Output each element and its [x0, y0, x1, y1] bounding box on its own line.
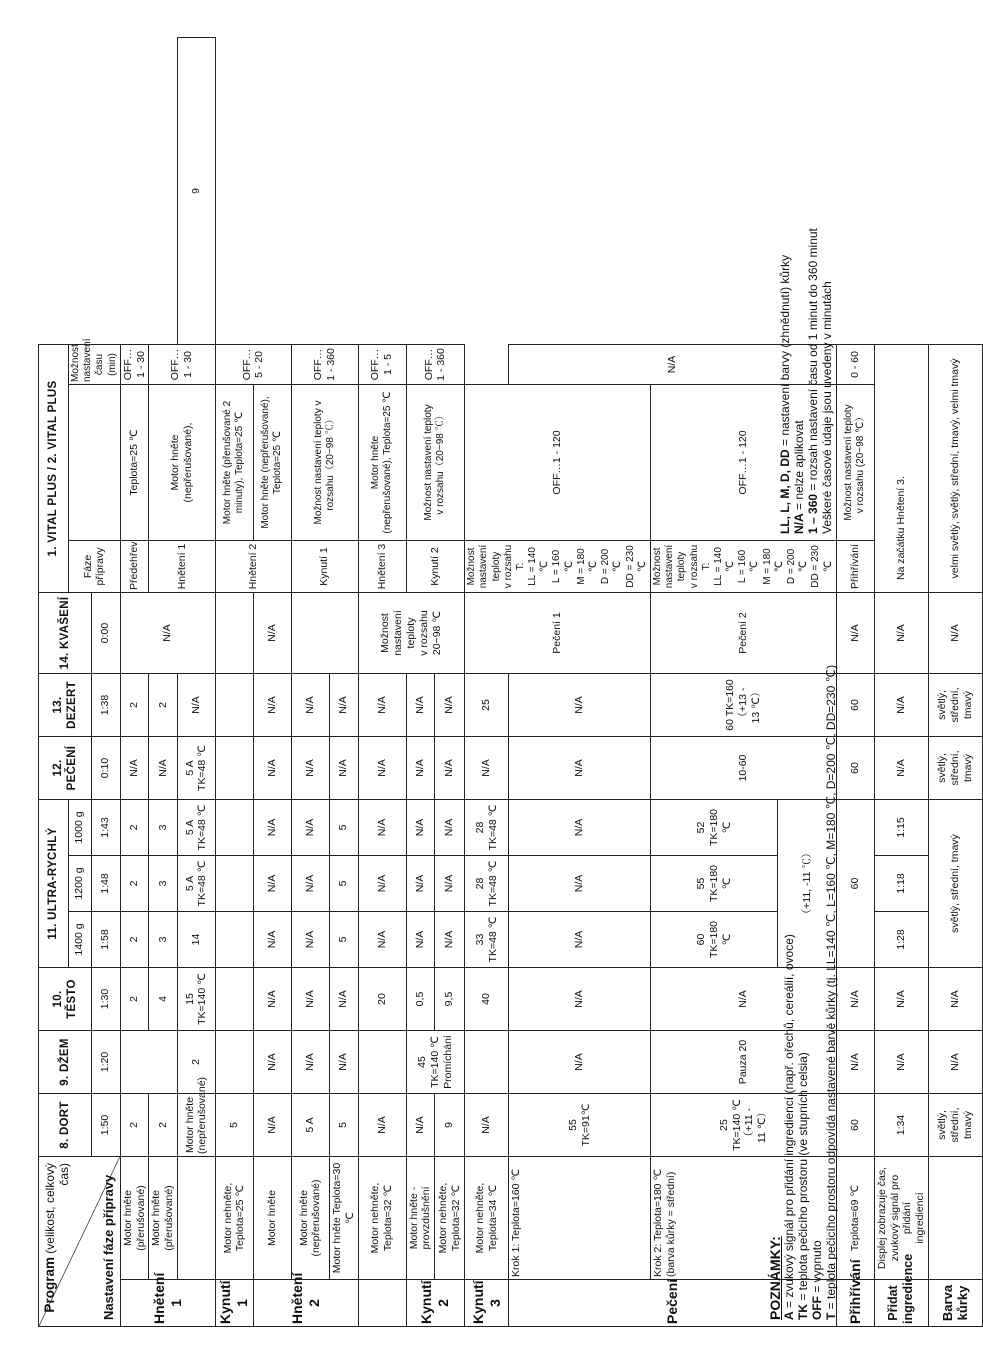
- ph-8: 60: [836, 1094, 874, 1157]
- total-time-11-1400: 1:58: [91, 912, 120, 968]
- k1-12: [215, 737, 253, 800]
- legend-key: LL, L, M, D, DD: [778, 449, 792, 534]
- p2-11a: 60 TK=180 ℃: [650, 912, 777, 968]
- k2b-11a: N/A: [435, 912, 465, 968]
- h2b-11b: N/A: [291, 856, 329, 912]
- time-adjust-header: Možnost nastavení času (min): [69, 344, 121, 384]
- h2b-13: N/A: [291, 674, 329, 737]
- k2a-12: N/A: [406, 737, 435, 800]
- p1-12: N/A: [509, 737, 651, 800]
- k1-14: [215, 593, 253, 674]
- note-line: [782, 665, 796, 1320]
- h1a-11c: 2: [120, 800, 149, 856]
- h1c-10: 14: [177, 912, 215, 968]
- h2a-14: N/A: [253, 593, 291, 674]
- desc-peceni-step1: Krok 1: Teplota=160 ℃: [509, 1157, 651, 1280]
- desc-hneteni1-intermittent-2: Motor hněte (přerušované): [149, 1157, 178, 1280]
- k1-11c: [215, 800, 253, 856]
- desc-kynuti1c: Motor nehněte, Teplota=32 ℃: [358, 1157, 406, 1280]
- total-time-11-1200: 1:48: [91, 856, 120, 912]
- program-10-header: 10. TĚSTO: [39, 968, 92, 1031]
- h2a-9: N/A: [253, 1031, 291, 1094]
- adj-hneteni3: OFF…1 - 5: [358, 344, 406, 384]
- phase-hneteni-1: Hnětení 1: [120, 1280, 215, 1327]
- k1b-13: N/A: [329, 674, 358, 737]
- total-time-13: 1:38: [91, 674, 120, 737]
- pi-11b: 1:18: [874, 856, 928, 912]
- kv-14: Možnost nastavení teploty v rozsahu 20~98 ℃: [358, 593, 465, 674]
- legend-line: [820, 228, 834, 534]
- k1b-10: N/A: [329, 968, 358, 1031]
- desc-hneteni2-a: Motor hněte: [253, 1157, 291, 1280]
- legend-text: Veškeré časové údaje jsou uvedeny v minutách: [820, 281, 834, 534]
- total-time-12: 0:10: [91, 737, 120, 800]
- bk-10: N/A: [928, 968, 982, 1031]
- vp-phase-predehrev: Předehřev: [120, 541, 149, 593]
- program-table: [38, 37, 983, 1327]
- vp-barva: velmi světlý, světlý, střední, tmavý, velmi tmavý: [928, 344, 982, 592]
- phase-peceni: Pečení: [509, 1280, 837, 1327]
- k2a-11a: N/A: [406, 912, 435, 968]
- k3-11c: 28 TK=48 ℃: [465, 800, 509, 856]
- k1b-8: 5: [329, 1094, 358, 1157]
- note-line: [824, 665, 838, 1320]
- k1b-9: N/A: [329, 1031, 358, 1094]
- desc-pridat: Displej zobrazuje čas, zvukový signál pro přidání ingrediencí: [874, 1157, 928, 1280]
- corner-phase-label: Nastavení fáze přípravy: [100, 1174, 116, 1320]
- legend-line: [778, 228, 792, 534]
- k1c-11b: N/A: [358, 856, 406, 912]
- bk-14: N/A: [928, 593, 982, 674]
- phase-hneteni-2: Hnětení 2: [253, 1280, 358, 1327]
- k1b-12: N/A: [329, 737, 358, 800]
- k2b-11c: N/A: [435, 800, 465, 856]
- p1-11c: N/A: [509, 800, 651, 856]
- vp-desc-prihrivani: Možnost nastavení teploty v rozsahu (20~98 ℃）: [836, 385, 874, 541]
- k3-10: 40: [465, 968, 509, 1031]
- weight-1400: 1400 g: [69, 912, 92, 968]
- h1a-8: 2: [120, 1094, 149, 1157]
- h1b-11c: 3: [149, 800, 178, 856]
- program-12-header: 12. PEČENÍ: [39, 737, 92, 800]
- adj-prihrivani: 0 - 60: [836, 344, 874, 384]
- note-text: = teplota pečicího prostoru odpovídá nastavené barvě kůrky (tj. LL=140 ℃, L=160 ℃, M=180 ℃, D=200 ℃, DD=230 ℃): [824, 664, 838, 1313]
- k1c-8: N/A: [358, 1094, 406, 1157]
- vp-phase-kynuti2: Kynutí 2: [406, 541, 465, 593]
- k1-13: [215, 674, 253, 737]
- phase-kynuti-3: Kynutí 3: [465, 1280, 509, 1327]
- phase-prihrivani: Přihřívání: [836, 1280, 874, 1327]
- phase-barva: Barva kůrky: [928, 1280, 982, 1327]
- h2a-11b: N/A: [253, 856, 291, 912]
- h2b-11a: N/A: [291, 912, 329, 968]
- k2a-10: 0,5: [406, 968, 435, 1031]
- vital-phase-header: Fáze přípravy: [69, 541, 121, 593]
- desc-hneteni1-intermittent: Motor hněte (přerušované): [120, 1157, 149, 1280]
- note-key: TK: [796, 1304, 810, 1320]
- p1-8: 55 TK=91℃: [509, 1094, 651, 1157]
- vp-desc-peceni1: Možnost nastavení teploty v rozsahu T: LL = 140 ℃ L = 160 ℃ M = 180 ℃ D = 200 ℃ DD = 230 ℃: [465, 541, 651, 593]
- k2a-8: N/A: [406, 1094, 435, 1157]
- p2-13: 60 TK=160 （+13 - 13 ℃）: [650, 674, 836, 737]
- legend-key: 1 – 360: [806, 493, 820, 534]
- vp-desc-hneteni2-a: Motor hněte (přerušované 2 minuty), Teplota=25 ℃: [215, 385, 253, 541]
- vp-desc-kynuti2: Možnost nastavení teploty v rozsahu（20~98 ℃）: [406, 385, 465, 541]
- p2-10: N/A: [650, 968, 836, 1031]
- adj-hneteni2: OFF…5 - 20: [215, 344, 291, 384]
- pi-11a: 1:28: [874, 912, 928, 968]
- note-text: = teplota pečicího prostoru (ve stupních celsia): [796, 1052, 810, 1304]
- k1-9: [215, 1031, 253, 1094]
- adj-peceni1: OFF…1 - 120: [465, 385, 651, 541]
- legend-block: [778, 228, 834, 534]
- p2-8: 25 TK=140 ℃ （+11 - 11 ℃）: [650, 1094, 836, 1157]
- note-text: = zvukový signál pro přidání ingrediencí (např. ořechů, cereálií, ovoce): [782, 934, 796, 1312]
- h2b-8: 5 A: [291, 1094, 329, 1157]
- p2-11c: 52 TK=180 ℃: [650, 800, 777, 856]
- legend-text: = nelze aplikovat: [792, 420, 806, 514]
- program-13-header: 13. DEZERT: [39, 674, 92, 737]
- vp-phase-peceni1: Pečení 1: [465, 593, 651, 674]
- ph-11: 60: [836, 800, 874, 968]
- phase-kynuti-2: Kynutí 2: [406, 1280, 465, 1327]
- desc-kynuti2-a: Motor hněte - provzdušnění: [406, 1157, 435, 1280]
- vp-desc-kynuti1: Možnost nastavení teploty v rozsahu（20~98 ℃）: [291, 385, 358, 541]
- vp-desc-hneteni2-b: Motor hněte (nepřerušované), Teplota=25 ℃: [253, 385, 291, 541]
- k2a-13: N/A: [406, 674, 435, 737]
- h1c-11c: 5 A TK=48 ℃: [177, 737, 215, 800]
- h2a-10: N/A: [253, 968, 291, 1031]
- adj-predehrev: OFF…1 - 30: [120, 344, 149, 384]
- h1a-13: 2: [120, 674, 149, 737]
- legend-text: = nastavení barvy (zhnědnutí) kůrky: [778, 254, 792, 450]
- legend-line: [806, 228, 820, 534]
- desc-hneteni2-b: Motor hněte (nepřerušované): [291, 1157, 329, 1280]
- pi-14: N/A: [874, 593, 928, 674]
- h1a-12: N/A: [120, 737, 149, 800]
- h1a-11a: 2: [120, 912, 149, 968]
- k2b-12: N/A: [435, 737, 465, 800]
- total-time-8: 1:50: [91, 1094, 120, 1157]
- h1b-10: 4: [149, 968, 178, 1031]
- adj-kynuti1: OFF…1 - 360: [291, 344, 358, 384]
- h2a-11c: N/A: [253, 800, 291, 856]
- desc-peceni-step2: Krok 2: Teplota=180 ℃ (barva kůrky = střední): [650, 1157, 836, 1280]
- legend-text: = rozsah nastavení času od 1 minut do 360 minut: [806, 228, 820, 494]
- h2a-13: N/A: [253, 674, 291, 737]
- program-8-header: 8. DORT: [39, 1094, 92, 1157]
- total-time-14: 0:00: [91, 593, 120, 674]
- k1c-12: N/A: [358, 737, 406, 800]
- desc-kynuti1b: Motor hněte Teplota=30 ℃: [329, 1157, 358, 1280]
- k2a-11c: N/A: [406, 800, 435, 856]
- bk-9: N/A: [928, 1031, 982, 1094]
- k3-11a: 33 TK=48 ℃: [465, 912, 509, 968]
- p1-11b: N/A: [509, 856, 651, 912]
- h2a-11a: N/A: [253, 912, 291, 968]
- k1-10: [215, 968, 253, 1031]
- h2a-12: N/A: [253, 737, 291, 800]
- p2-11b: 55 TK=180 ℃: [650, 856, 777, 912]
- weight-1000: 1000 g: [69, 800, 92, 856]
- note-line: [810, 665, 824, 1320]
- k1c-11a: N/A: [358, 912, 406, 968]
- p1-9: N/A: [509, 1031, 651, 1094]
- vp-desc-hneteni3: Motor hněte (nepřerušované), Teplota=25 ℃: [358, 385, 406, 541]
- pi-11c: 1:15: [874, 800, 928, 856]
- notes-block: [768, 665, 838, 1320]
- k3-8: N/A: [465, 1094, 509, 1157]
- bk-13: světlý, střední, tmavý: [928, 674, 982, 737]
- k2b-13: N/A: [435, 674, 465, 737]
- p1-13: N/A: [509, 674, 651, 737]
- p1-11a: N/A: [509, 912, 651, 968]
- h1c-indent: [177, 1157, 215, 1280]
- p2-12: 10-60: [650, 737, 836, 800]
- h2b-9: N/A: [291, 1031, 329, 1094]
- h1b-11b: 3: [149, 856, 178, 912]
- desc-kynuti1: Motor nehněte, Teplota=25 ℃: [215, 1157, 253, 1280]
- total-time-9: 1:20: [91, 1031, 120, 1094]
- ph-14: N/A: [836, 593, 874, 674]
- p1-10: N/A: [509, 968, 651, 1031]
- h1c-9: 15 TK=140 ℃: [177, 968, 215, 1031]
- k1c-blank: [358, 1280, 406, 1327]
- h1a-9: [120, 1031, 177, 1094]
- program-14-header: 14. KVAŠENÍ: [39, 593, 92, 674]
- ph-13: 60: [836, 674, 874, 737]
- vp-phase-peceni2: Pečení 2: [650, 593, 836, 674]
- k1b-11c: 5: [329, 800, 358, 856]
- vp-pridat: Na začátku Hnětení 3.: [874, 344, 928, 592]
- vp-phase-hneteni2: Hnětení 2: [215, 541, 291, 593]
- h1b-13: 2: [149, 674, 178, 737]
- phase-kynuti-1: Kynutí 1: [215, 1280, 253, 1327]
- k3-12: N/A: [465, 737, 509, 800]
- h1a-10: 2: [120, 968, 149, 1031]
- k2-9: 45 TK=140 ℃ Promíchání: [406, 1031, 465, 1094]
- vp-desc-predehrev: Teplota=25 ℃: [120, 385, 149, 541]
- legend-key: N/A: [792, 513, 806, 534]
- note-key: A: [782, 1311, 796, 1320]
- adj-hneteni1: OFF…1 - 30: [149, 344, 216, 384]
- vp-phase-hneteni3: Hnětení 3: [358, 541, 406, 593]
- k1-8: 5: [215, 1094, 253, 1157]
- k2b-8: 9: [435, 1094, 465, 1157]
- k2b-10: 9,5: [435, 968, 465, 1031]
- corner-subtitle: (velikost, celkový čas): [43, 1163, 71, 1258]
- p2-9: Pauza 20: [650, 1031, 836, 1094]
- h1b-11a: 3: [149, 912, 178, 968]
- h1c-8: 2: [177, 1031, 215, 1094]
- adj-peceni2: OFF…1 - 120: [650, 385, 836, 541]
- pi-10: N/A: [874, 968, 928, 1031]
- vp-phase-kynuti1: Kynutí 1: [291, 541, 358, 593]
- k1b-11a: 5: [329, 912, 358, 968]
- h1c-13: 9: [177, 38, 215, 345]
- h1c-12: N/A: [177, 674, 215, 737]
- h1b-12: N/A: [149, 737, 178, 800]
- h1-14: N/A: [120, 593, 215, 674]
- program-vital-header: 1. VITAL PLUS / 2. VITAL PLUS: [39, 344, 69, 592]
- vital-description-header: [69, 385, 121, 541]
- desc-hneteni1-continuous: Motor hněte (nepřerušované): [177, 1094, 215, 1157]
- k1-11a: [215, 912, 253, 968]
- corner-title: Program: [42, 1257, 57, 1313]
- note-key: OFF: [810, 1296, 824, 1320]
- k1c-13: N/A: [358, 674, 406, 737]
- k2a-11b: N/A: [406, 856, 435, 912]
- corner-header-cell: [39, 1157, 121, 1327]
- bk-8: světlý, střední, tmavý: [928, 1094, 982, 1157]
- k1c-11c: N/A: [358, 800, 406, 856]
- note-key: T: [824, 1312, 838, 1320]
- desc-kynuti2-b: Motor nehněte, Teplota=32 ℃: [435, 1157, 465, 1280]
- total-time-11-1000: 1:43: [91, 800, 120, 856]
- desc-kynuti3: Motor nehněte, Teplota=34 ℃: [465, 1157, 509, 1280]
- program-9-header: 9. DŽEM: [39, 1031, 92, 1094]
- ph-10: N/A: [836, 968, 874, 1031]
- pi-8: 1:34: [874, 1094, 928, 1157]
- pi-9: N/A: [874, 1031, 928, 1094]
- h1c-11a: 5 A TK=48 ℃: [177, 856, 215, 912]
- h2b-14: [291, 593, 358, 674]
- k1-11b: [215, 856, 253, 912]
- ph-12: 60: [836, 737, 874, 800]
- vp-desc-peceni2: Možnost nastavení teploty v rozsahu T: LL = 140 ℃ L = 160 ℃ M = 180 ℃ D = 200 ℃ DD = 230 ℃: [650, 541, 836, 593]
- h2b-11c: N/A: [291, 800, 329, 856]
- legend-line: [792, 228, 806, 534]
- note-line: [796, 665, 810, 1320]
- adj-kynuti2: OFF…1 - 360: [406, 344, 465, 384]
- k3-13: 25: [465, 674, 509, 737]
- h1c-11b: 5 A TK=48 ℃: [177, 800, 215, 856]
- pi-12: N/A: [874, 737, 928, 800]
- phase-pridat: Přidat ingredience: [874, 1280, 928, 1327]
- k2b-11b: N/A: [435, 856, 465, 912]
- h1a-11b: 2: [120, 856, 149, 912]
- k1c-10: 20: [358, 968, 406, 1031]
- p2-11-tolerance: （+11, -11 ℃）: [778, 800, 836, 968]
- k3-11b: 28 TK=48 ℃: [465, 856, 509, 912]
- desc-barva: [928, 1157, 982, 1280]
- ph-9: N/A: [836, 1031, 874, 1094]
- notes-title: POZNÁMKY:: [767, 1236, 783, 1320]
- vp-desc-hneteni1: Motor hněte (nepřerušované),: [149, 385, 216, 541]
- bk-12: světlý, střední, tmavý: [928, 737, 982, 800]
- p-14: N/A: [509, 344, 837, 384]
- h2a-8: N/A: [253, 1094, 291, 1157]
- vp-phase-prihrivani: Přihřívání: [836, 541, 874, 593]
- desc-prihrivani: Teplota=69 ℃: [836, 1157, 874, 1280]
- note-text: = vypnuto: [810, 1240, 824, 1296]
- vp-phase-hneteni1: Hnětení 1: [149, 541, 216, 593]
- h1b-8: 2: [149, 1094, 178, 1157]
- program-11-header: 11. ULTRA-RYCHLÝ: [39, 800, 69, 968]
- total-time-10: 1:30: [91, 968, 120, 1031]
- k3-9: [465, 1031, 509, 1094]
- weight-1200: 1200 g: [69, 856, 92, 912]
- h2b-10: N/A: [291, 968, 329, 1031]
- h2b-12: N/A: [291, 737, 329, 800]
- bk-11: světlý, střední, tmavý: [928, 800, 982, 968]
- k1c-9: [358, 1031, 406, 1094]
- k1b-11b: 5: [329, 856, 358, 912]
- pi-13: N/A: [874, 674, 928, 737]
